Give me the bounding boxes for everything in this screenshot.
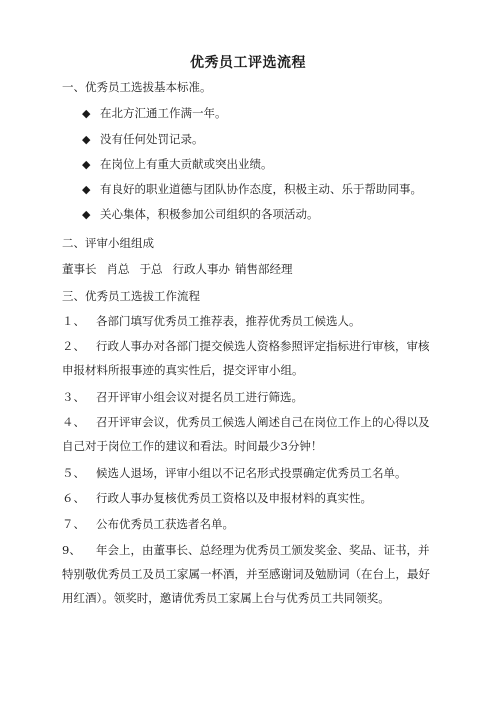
criteria-item (82, 106, 227, 121)
process-step (62, 410, 436, 458)
criteria-text: 关心集体，积极参加公司组织的各项活动。 (100, 207, 319, 221)
criteria-text: 有良好的职业道德与团队协作态度，积极主动、乐于帮助同事。 (100, 182, 422, 196)
document-title: 优秀员工评选流程 (190, 55, 306, 71)
step-number: 9、 (62, 543, 81, 557)
process-step (62, 385, 436, 409)
criteria-item (82, 207, 319, 222)
step-number: ３、 (62, 390, 85, 404)
criteria-text: 在北方汇通工作满一年。 (100, 106, 227, 120)
diamond-bullet-icon: ◆ (82, 208, 91, 221)
step-text: 行政人事办复核优秀员工资格以及申报材料的真实性。 (96, 491, 372, 505)
step-text: 各部门填写优秀员工推荐表，推荐优秀员工候选人。 (96, 314, 361, 328)
criteria-item (82, 182, 422, 197)
diamond-bullet-icon: ◆ (82, 107, 91, 120)
diamond-bullet-icon: ◆ (82, 158, 91, 171)
process-step (62, 461, 436, 485)
process-step (62, 334, 436, 382)
criteria-text: 在岗位上有重大贡献或突出业绩。 (100, 157, 273, 171)
process-step (62, 309, 436, 333)
criteria-item (82, 157, 273, 172)
criteria-item (82, 132, 204, 147)
member: 销售部经理 (235, 262, 293, 276)
committee-members (62, 262, 293, 276)
step-text: 召开评审小组会议对提名员工进行筛选。 (96, 390, 303, 404)
member: 肖总 (106, 262, 130, 276)
step-text: 候选人退场，评审小组以不记名形式投票确定优秀员工名单。 (96, 466, 407, 480)
step-number: ６、 (62, 491, 85, 505)
step-number: ５、 (62, 466, 85, 480)
member: 董事长 (62, 262, 97, 276)
step-number: ４、 (62, 415, 85, 429)
section2-heading: 二、评审小组组成 (62, 236, 154, 250)
process-step (62, 512, 436, 536)
member: 于总 (139, 262, 163, 276)
step-text: 行政人事办对各部门提交候选人资格参照评定指标进行审核，审核申报材料所报事迹的真实性后，提交评审小组。 (62, 339, 430, 377)
diamond-bullet-icon: ◆ (82, 133, 91, 146)
section1-heading: 一、优秀员工选拔基本标准。 (62, 80, 212, 94)
member: 行政人事办 (172, 262, 230, 276)
step-text: 召开评审会议，优秀员工候选人阐述自己在岗位工作上的心得以及自己对于岗位工作的建议和看法。时间最少3分钟！ (62, 415, 430, 453)
step-number: １、 (62, 314, 85, 328)
step-number: ２、 (62, 339, 85, 353)
step-number: ７、 (62, 517, 85, 531)
process-step (62, 538, 436, 610)
section3-heading: 三、优秀员工选拔工作流程 (62, 289, 200, 303)
process-step (62, 486, 436, 510)
step-text: 年会上，由董事长、总经理为优秀员工颁发奖金、奖品、证书，并特别敬优秀员工及员工家属一杯酒，并至感谢词及勉励词（在台上，最好用红酒）。领奖时，邀请优秀员工家属上台与优秀员工共同领奖。 (62, 543, 430, 605)
step-text: 公布优秀员工获选者名单。 (96, 517, 234, 531)
diamond-bullet-icon: ◆ (82, 183, 91, 196)
criteria-text: 没有任何处罚记录。 (100, 132, 204, 146)
